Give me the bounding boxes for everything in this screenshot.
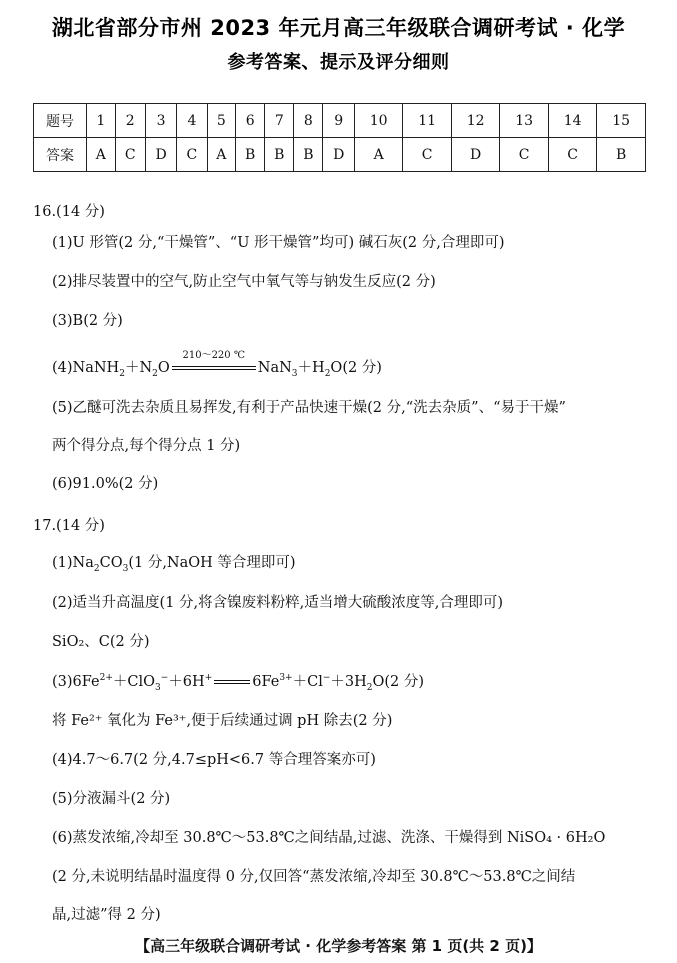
table-cell: C [115,138,145,172]
table-cell: 8 [294,104,323,138]
page-subtitle: 参考答案、提示及评分细则 [227,52,450,73]
q16-line-1: (1)U 形管(2 分,“干燥管”、“U 形干燥管”均可) 碱石灰(2 分,合理即可) [52,235,505,251]
table-cell: B [597,138,646,172]
table-cell: 3 [145,104,177,138]
table-cell: A [87,138,116,172]
table-cell: A [207,138,236,172]
q16-line-3: (3)B(2 分) [52,313,123,329]
q16-line-7: (6)91.0%(2 分) [52,476,159,492]
table-cell: A [354,138,402,172]
table-cell: C [500,138,548,172]
q17-line-2: (2)适当升高温度(1 分,将含镍废料粉粹,适当增大硫酸浓度等,合理即可) [52,595,504,611]
table-cell: D [145,138,177,172]
q17-line-6: (4)4.7～6.7(2 分,4.7≤pH<6.7 等合理答案亦可) [52,752,376,768]
row-label-number: 题号 [34,104,87,138]
table-cell: B [265,138,294,172]
q17-line-1: $(1)Na_2CO_3(1$ 分,NaOH 等合理即可) [52,555,296,574]
q16-line-4-equation: $(4)NaNH_2+N_2O$ 210～220 ℃ $NaN_3+H_2O(2$ 分) [52,356,382,379]
table-cell: B [294,138,323,172]
table-cell: 9 [323,104,355,138]
q17-line-3: SiO₂、C(2 分) [52,634,150,650]
table-cell: 13 [500,104,548,138]
table-cell: 1 [87,104,116,138]
q17-line-7: (5)分液漏斗(2 分) [52,791,171,807]
reaction-arrow [172,350,256,376]
table-cell: C [548,138,596,172]
q17-line-9: (2 分,未说明结晶时温度得 0 分,仅回答“蒸发浓缩,冷却至 30.8℃～53.8℃之间结 [52,869,576,885]
table-cell: D [323,138,355,172]
q17-line-4-equation: $(3)6Fe^{2+}+ClO_3^-+6H^+$ $6Fe^{3+}+Cl^-+3H_2O(2$ 分) [52,673,425,693]
q16-line-2: (2)排尽装置中的空气,防止空气中氧气等与钠发生反应(2 分) [52,274,436,290]
answer-table [33,103,646,172]
table-cell: 5 [207,104,236,138]
q16-line-5: (5)乙醚可洗去杂质且易挥发,有利于产品快速干燥(2 分,“洗去杂质”、“易于干燥” [52,400,566,416]
table-row-answers [34,138,646,172]
table-cell: 12 [451,104,499,138]
table-cell: 10 [354,104,402,138]
table-cell: 2 [115,104,145,138]
page-footer: 【高三年级联合调研考试 · 化学参考答案 第 1 页(共 2 页)】 [135,937,542,955]
table-cell: 6 [236,104,265,138]
table-cell: C [177,138,207,172]
table-cell: 15 [597,104,646,138]
table-row-numbers [34,104,646,138]
table-cell: B [236,138,265,172]
q17-line-1-tail: (1 分,NaOH 等合理即可) [128,555,296,571]
q17-header: 17.(14 分) [33,518,105,534]
table-cell: C [403,138,451,172]
reaction-condition: 210～220 ℃ [182,350,246,361]
table-cell: D [451,138,499,172]
q17-line-10: 晶,过滤”得 2 分) [52,907,161,923]
q16-line-6: 两个得分点,每个得分点 1 分) [52,438,241,454]
table-cell: 14 [548,104,596,138]
q16-header: 16.(14 分) [33,204,105,220]
table-cell: 7 [265,104,294,138]
q16-line-4-score: (2 分) [342,360,382,376]
q17-line-8: (6)蒸发浓缩,冷却至 30.8℃～53.8℃之间结晶,过滤、洗涤、干燥得到 NiSO₄ · 6H₂O [52,830,606,846]
table-cell: 11 [403,104,451,138]
row-label-answer: 答案 [34,138,87,172]
page-title: 湖北省部分市州 2023 年元月高三年级联合调研考试 · 化学 [51,16,626,40]
q17-line-4-score: (2 分) [384,674,425,690]
reaction-equals [214,674,250,690]
table-cell: 4 [177,104,207,138]
q17-line-5: 将 Fe²⁺ 氧化为 Fe³⁺,便于后续通过调 pH 除去(2 分) [52,713,393,729]
